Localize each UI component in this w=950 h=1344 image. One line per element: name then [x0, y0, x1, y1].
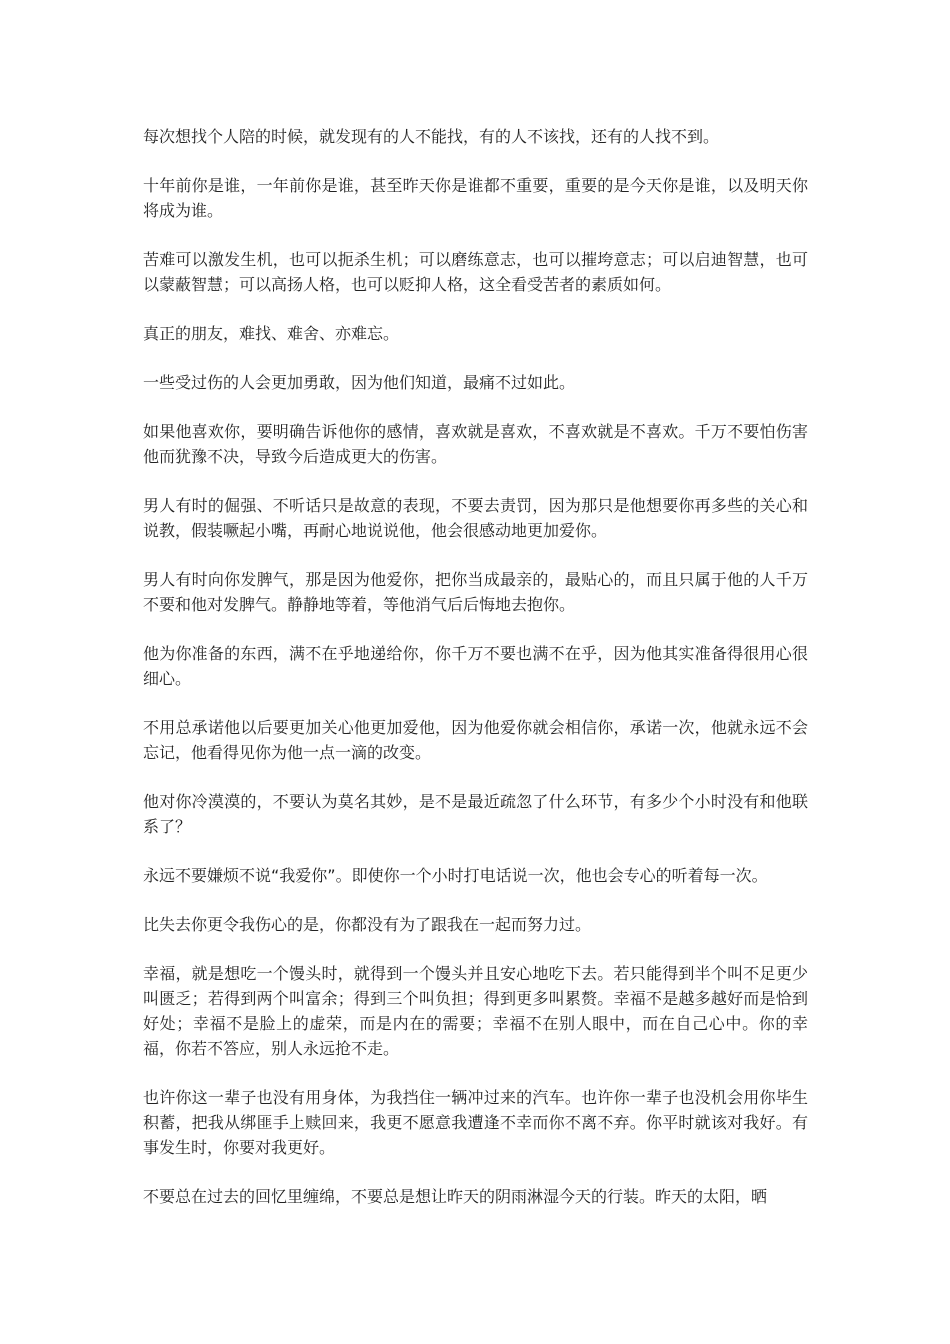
paragraph: 幸福，就是想吃一个馒头时，就得到一个馒头并且安心地吃下去。若只能得到半个叫不足更少叫匮乏；若得到两个叫富余；得到三个叫负担；得到更多叫累赘。幸福不是越多越好而是恰到好处；幸福不是脸上的虚荣，而是内在的需要；幸福不在别人眼中，而在自己心中。你的幸福，你若不答应，别人永远抢不走。	[143, 964, 808, 1058]
paragraph: 也许你这一辈子也没有用身体，为我挡住一辆冲过来的汽车。也许你一辈子也没机会用你毕生积蓄，把我从绑匪手上赎回来，我更不愿意我遭逢不幸而你不离不弃。你平时就该对我好。有事发生时，你要对我更好。	[143, 1088, 808, 1157]
paragraph: 每次想找个人陪的时候，就发现有的人不能找，有的人不该找，还有的人找不到。	[143, 127, 720, 146]
paragraph: 他为你准备的东西，满不在乎地递给你，你千万不要也满不在乎，因为他其实准备得很用心很细心。	[143, 644, 808, 688]
paragraph: 男人有时的倔强、不听话只是故意的表现，不要去责罚，因为那只是他想要你再多些的关心和说教，假装噘起小嘴，再耐心地说说他，他会很感动地更加爱你。	[143, 496, 808, 540]
paragraph: 不用总承诺他以后要更加关心他更加爱他，因为他爱你就会相信你，承诺一次，他就永远不会忘记，他看得见你为他一点一滴的改变。	[143, 718, 808, 762]
paragraph: 男人有时向你发脾气，那是因为他爱你，把你当成最亲的，最贴心的，而且只属于他的人千万不要和他对发脾气。静静地等着，等他消气后后悔地去抱你。	[143, 570, 808, 614]
paragraph: 他对你冷漠漠的，不要认为莫名其妙，是不是最近疏忽了什么环节，有多少个小时没有和他联系了？	[143, 792, 808, 836]
paragraph: 不要总在过去的回忆里缠绵，不要总是想让昨天的阴雨淋湿今天的行装。昨天的太阳，晒	[143, 1187, 768, 1206]
paragraph: 苦难可以激发生机，也可以扼杀生机；可以磨练意志，也可以摧垮意志；可以启迪智慧，也可以蒙蔽智慧；可以高扬人格，也可以贬抑人格，这全看受苦者的素质如何。	[143, 250, 808, 294]
paragraph: 十年前你是谁，一年前你是谁，甚至昨天你是谁都不重要，重要的是今天你是谁，以及明天你将成为谁。	[143, 176, 808, 220]
paragraph: 比失去你更令我伤心的是，你都没有为了跟我在一起而努力过。	[143, 915, 592, 934]
paragraph: 永远不要嫌烦不说“我爱你”。即使你一个小时打电话说一次，他也会专心的听着每一次。	[143, 866, 768, 885]
paragraph: 如果他喜欢你，要明确告诉他你的感情，喜欢就是喜欢，不喜欢就是不喜欢。千万不要怕伤害他而犹豫不决，导致今后造成更大的伤害。	[143, 422, 808, 466]
document-body	[143, 124, 808, 1233]
paragraph: 真正的朋友，难找、难舍、亦难忘。	[143, 324, 400, 343]
paragraph: 一些受过伤的人会更加勇敢，因为他们知道，最痛不过如此。	[143, 373, 576, 392]
